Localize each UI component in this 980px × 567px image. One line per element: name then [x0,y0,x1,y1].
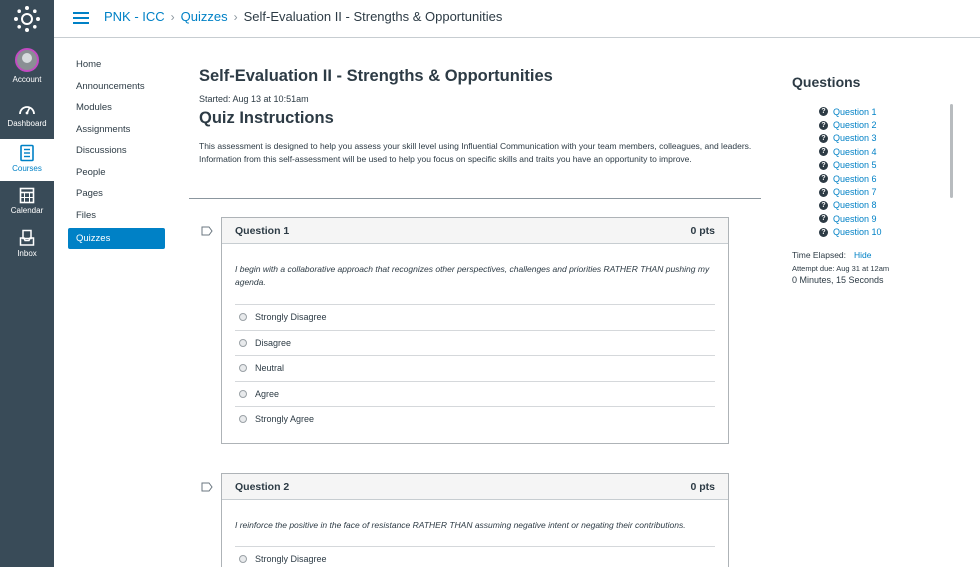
nav-calendar[interactable] [0,186,54,215]
question-mark-icon: ? [819,147,828,156]
page-header [54,0,980,38]
question-link[interactable] [819,226,882,239]
breadcrumb-course[interactable]: PNK - ICC [104,9,165,24]
question-link-label: Question 5 [833,160,877,171]
sidebar-title: Questions [792,74,861,90]
course-nav-quizzes[interactable]: Quizzes [68,228,165,249]
time-elapsed-label: Time Elapsed: [792,250,847,260]
question-link-label: Question 6 [833,173,877,184]
answer-option[interactable] [235,381,715,407]
answer-label: Strongly Disagree [255,312,327,323]
question-link[interactable] [819,159,882,172]
quiz-instructions-title: Quiz Instructions [199,109,334,127]
canvas-logo-icon[interactable] [13,5,41,33]
hide-timer-link[interactable]: Hide [854,250,872,260]
course-menu-toggle-icon[interactable] [73,12,89,24]
question-link-label: Question 10 [833,227,882,238]
course-nav-modules[interactable]: Modules [76,102,112,113]
course-nav-people[interactable]: People [76,166,106,178]
question-link-label: Question 1 [833,106,877,117]
course-nav-assignments[interactable]: Assignments [76,123,131,135]
dashboard-icon [18,101,36,117]
question-mark-icon: ? [819,214,828,223]
nav-inbox[interactable] [0,229,54,258]
answer-label: Strongly Agree [255,414,315,425]
question-link-label: Question 3 [833,133,877,144]
answer-option[interactable] [235,304,715,330]
quiz-instructions-text: This assessment is designed to help you assess your skill level using Influential Communication with your team members, colleagues, and leaders. Information from this self-assessment will be used to help you focus on specific skills and traits you have an opportunity to improve. [199,141,752,164]
account-avatar [15,48,39,72]
question-mark-icon: ? [819,201,828,210]
quiz-title: Self-Evaluation II - Strengths & Opportunities [199,67,553,85]
question-header [222,474,728,500]
answer-list [235,546,715,567]
question-link[interactable] [819,118,882,131]
question-link[interactable] [819,199,882,212]
answer-label: Neutral [255,363,285,374]
course-nav-pages[interactable]: Pages [76,188,103,199]
question-link[interactable] [819,185,882,198]
nav-dashboard[interactable] [0,101,54,128]
question-mark-icon: ? [819,188,828,197]
question-text: I begin with a collaborative approach that recognizes other perspectives, challenges and priorities RATHER THAN pushing my agenda. [235,264,710,287]
answer-label: Strongly Disagree [255,554,327,565]
answer-radio[interactable] [239,415,247,423]
question-link[interactable] [819,105,882,118]
question-title: Question 1 [235,224,290,237]
answer-radio[interactable] [239,555,247,563]
sidebar-scrollbar[interactable] [950,104,953,198]
question-link-label: Question 2 [833,120,877,131]
nav-account[interactable] [0,48,54,84]
answer-option[interactable] [235,355,715,381]
question-link[interactable] [819,172,882,185]
course-nav [68,56,165,249]
question-mark-icon: ? [819,121,828,130]
elapsed-time: 0 Minutes, 15 Seconds [792,275,884,285]
question-link-label: Question 4 [833,146,877,157]
nav-inbox-label: Inbox [17,249,37,258]
answer-radio[interactable] [239,313,247,321]
breadcrumb-separator: › [233,10,238,24]
question-mark-icon: ? [819,134,828,143]
nav-courses-label: Courses [12,164,42,173]
time-elapsed-row [792,250,872,260]
answer-option[interactable] [235,546,715,567]
answer-label: Agree [255,388,280,399]
course-nav-files[interactable]: Files [76,209,97,221]
answer-radio[interactable] [239,364,247,372]
question-header [222,218,728,244]
global-nav [0,0,54,567]
question-link[interactable] [819,145,882,158]
question-points: 0 pts [690,224,715,237]
questions-sidebar [792,74,942,285]
flag-question-icon[interactable] [201,482,213,492]
question-link-label: Question 7 [833,187,877,198]
nav-dashboard-label: Dashboard [7,119,47,128]
course-nav-home[interactable]: Home [76,59,102,70]
question-text: I reinforce the positive in the face of resistance RATHER THAN assuming negative intent or negating their contributions. [235,520,686,530]
nav-account-label: Account [12,75,42,84]
answer-list [235,304,715,432]
question-card [221,217,729,444]
course-nav-discussions[interactable]: Discussions [76,145,127,156]
flag-question-icon[interactable] [201,226,213,236]
quiz-started-time: Started: Aug 13 at 10:51am [199,94,309,104]
breadcrumb-current: Self-Evaluation II - Strengths & Opportunities [243,9,503,24]
breadcrumb-quizzes[interactable]: Quizzes [180,9,228,24]
answer-radio[interactable] [239,339,247,347]
nav-calendar-label: Calendar [10,206,44,215]
question-mark-icon: ? [819,228,828,237]
nav-courses[interactable] [0,139,54,181]
question-mark-icon: ? [819,174,828,183]
question-mark-icon: ? [819,161,828,170]
question-points: 0 pts [690,480,715,493]
calendar-icon [19,186,35,204]
breadcrumb-separator: › [170,10,175,24]
breadcrumb [104,9,502,24]
question-title: Question 2 [235,480,290,493]
answer-option[interactable] [235,330,715,356]
question-link-label: Question 8 [833,200,877,211]
course-nav-announcements[interactable]: Announcements [76,80,145,92]
question-link[interactable] [819,212,882,225]
courses-icon [19,144,35,162]
question-link-label: Question 9 [833,213,877,224]
question-link[interactable] [819,132,882,145]
question-link-list [819,105,882,239]
answer-radio[interactable] [239,390,247,398]
attempt-due: Attempt due: Aug 31 at 12am [792,264,890,273]
inbox-icon [19,229,35,247]
instructions-divider [189,198,761,199]
question-mark-icon: ? [819,107,828,116]
question-card [221,473,729,567]
answer-label: Disagree [255,337,292,348]
answer-option[interactable] [235,406,715,432]
